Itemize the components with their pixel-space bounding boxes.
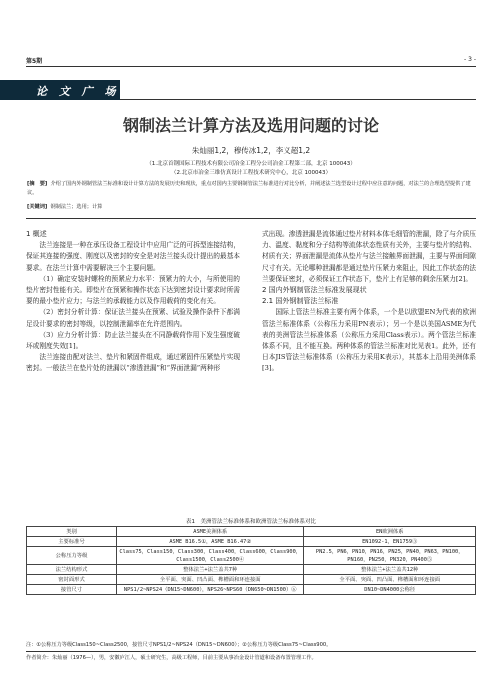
table-cell: ASME B16.5①，ASME B16.47② bbox=[117, 537, 304, 547]
body-paragraph: 式出现。渗透泄漏是流体通过垫片材料本体毛细管的泄漏，除了与介质压力、温度、黏度和分子结构等流体状态性质有关外，主要与垫片的结构、材质有关；界面泄漏是流体从垫片与法兰接触界面泄漏，主要与界面间隙尺寸有关。无论哪种泄漏都是通过垫片压紧力来阻止，因此工作状态的法兰要保证密封，必须保证工作状态下，垫片上有足够的剩余压紧力[2]。 bbox=[262, 230, 476, 283]
table-row bbox=[27, 547, 476, 565]
abstract-text: 介绍了国内外钢制管法兰标准和设计计算方法的发展历史和现状，重点对国内主要钢制管法兰标准进行对比分析，并阐述法兰选型设计过程中应注意的问题，对法兰的合理选型提供了建议。 bbox=[27, 181, 471, 196]
table-row bbox=[27, 537, 476, 547]
section-banner-label: 论 文 广 场 bbox=[36, 85, 120, 98]
table-row bbox=[27, 585, 476, 595]
table-cell: PN2.5，PN6，PN10，PN16，PN25，PN40，PN63，PN100，PN160，PN250，PN320，PN400⑤ bbox=[304, 547, 476, 565]
body-paragraph: 法兰连接由配对法兰、垫片和紧固件组成，通过紧固件压紧垫片实现密封。一般法兰在垫片处的泄漏以“渗透泄漏”和“界面泄漏”两种形 bbox=[26, 353, 241, 373]
body-paragraph: （2）密封分析计算：保证法兰接头在预紧、试验及操作条件下都满足设计要求的密封等级，以控制泄漏率在允许范围内。 bbox=[26, 308, 240, 328]
affiliation-2: （2.北京市冶金三维仿真设计工程技术研究中心，北京 100043） bbox=[171, 170, 331, 176]
row-label-cell: 密封面形式 bbox=[27, 575, 117, 585]
section-heading: 2.1 国外钢制管法兰标准 bbox=[262, 297, 339, 306]
table-cell: Class75，Class150，Class300，Class400，Class600，Class900，Class1500，Class2500④ bbox=[117, 547, 304, 565]
author-names: 朱灿丽1,2，穆传冰1,2，李义超1,2 bbox=[191, 146, 311, 155]
keywords bbox=[27, 203, 477, 212]
table-cell: 整体法兰+法兰盖共7种 bbox=[117, 565, 304, 575]
table-note: 注：①公称压力等级Class150~Class2500，接管尺寸NPS1/2~NPS24（DN15~DN600）；②公称压力等级Class75~Class900。 bbox=[26, 642, 332, 648]
banner-rule bbox=[120, 99, 476, 100]
body-paragraph: （3）应力分析计算：防止法兰接头在不同静载荷作用下发生强度破坏或刚度失效[1]。 bbox=[26, 330, 240, 351]
body-paragraph: 法兰连接是一种在承压设备工程设计中应用广泛的可拆型连接结构，保证其连接的强度、刚度以及密封的安全是对法兰接头设计提出的最基本要求。在法兰计算中需要解决三个主要问题。 bbox=[26, 241, 241, 272]
table-header-cell: 类别 bbox=[27, 527, 117, 537]
table-row bbox=[27, 565, 476, 575]
section-heading: 2 国内外钢制管法兰标准发展现状 bbox=[262, 286, 367, 295]
row-label-cell: 法兰结构形式 bbox=[27, 565, 117, 575]
table-header-cell: ASME美洲体系 bbox=[117, 527, 304, 537]
keywords-text: 钢制法兰；选用；计算 bbox=[50, 204, 103, 210]
body-left-column bbox=[26, 229, 240, 375]
table-caption: 表1 美洲管法兰标准体系和欧洲管法兰标准体系对比 bbox=[185, 519, 316, 525]
row-label-cell: 公称压力等级 bbox=[27, 547, 117, 565]
article-title: 钢制法兰计算方法及选用问题的讨论 bbox=[122, 116, 379, 135]
table-row bbox=[27, 575, 476, 585]
standards-comparison-table bbox=[26, 526, 476, 595]
table-cell: DN10~DN4000公称径 bbox=[304, 585, 476, 595]
author-bio: 作者简介：朱灿丽（1976—），男，安徽庐江人，硕士研究生，高级工程师，目前主要从事冶金设计管道和设备布置管理工作。 bbox=[26, 655, 317, 661]
table-cell: 全平面、突面、凹凸面、榫槽面和环连接面 bbox=[117, 575, 304, 585]
body-paragraph: （1）确定安装时螺栓的预紧应力水平：预紧力的大小，与所使用的垫片密封性能有关。即垫片在预紧和操作状态下达到密封设计要求时所需要的最小垫片应力；与法兰的承载能力以及作用载荷的变化有关。 bbox=[26, 274, 240, 306]
row-label-cell: 接管尺寸 bbox=[27, 585, 117, 595]
table-header-row bbox=[27, 527, 476, 537]
abstract-label: [摘 要] bbox=[27, 181, 48, 187]
table-cell: NPS1/2~NPS24（DN15~DN600），NPS26~NPS60（DN650~DN1500）⑥ bbox=[117, 585, 304, 595]
page-number: - 3 - bbox=[464, 56, 476, 63]
header-rule bbox=[26, 66, 476, 67]
row-label-cell: 主要标准号 bbox=[27, 537, 117, 547]
table-cell: 整体法兰+法兰盖共12种 bbox=[304, 565, 476, 575]
section-heading: 1 概述 bbox=[26, 230, 47, 238]
body-paragraph: 国际上管法兰标准主要有两个体系，一个是以欧盟EN为代表的欧洲管法兰标准体系（公称压力采用PN表示）；另一个是以美国ASME为代表的美洲管法兰标准体系（公称压力采用Class表示）。两个管法兰标准体系不同，且不能互换。两种体系的管法兰标准对比见表1。此外，还有日本JIS管法兰标准体系（公称压力采用K表示），其基本上沿用美洲体系[3]。 bbox=[262, 308, 476, 373]
table-header-cell: EN欧洲体系 bbox=[304, 527, 476, 537]
footnote-rule bbox=[26, 651, 476, 652]
issue-number: 第5期 bbox=[26, 58, 43, 65]
table-cell: 全平面、突面、凹凸面、榫槽面和环连接面 bbox=[304, 575, 476, 585]
table-cell: EN1092-1，EN1759③ bbox=[304, 537, 476, 547]
affiliation-1: （1.北京首钢国际工程技术有限公司冶金工程分公司冶金工程第二部，北京 100043） bbox=[146, 161, 356, 167]
abstract bbox=[27, 180, 477, 198]
keywords-label: [关键词] bbox=[27, 204, 48, 210]
body-right-column bbox=[262, 229, 476, 375]
abstract-rule bbox=[26, 218, 476, 219]
